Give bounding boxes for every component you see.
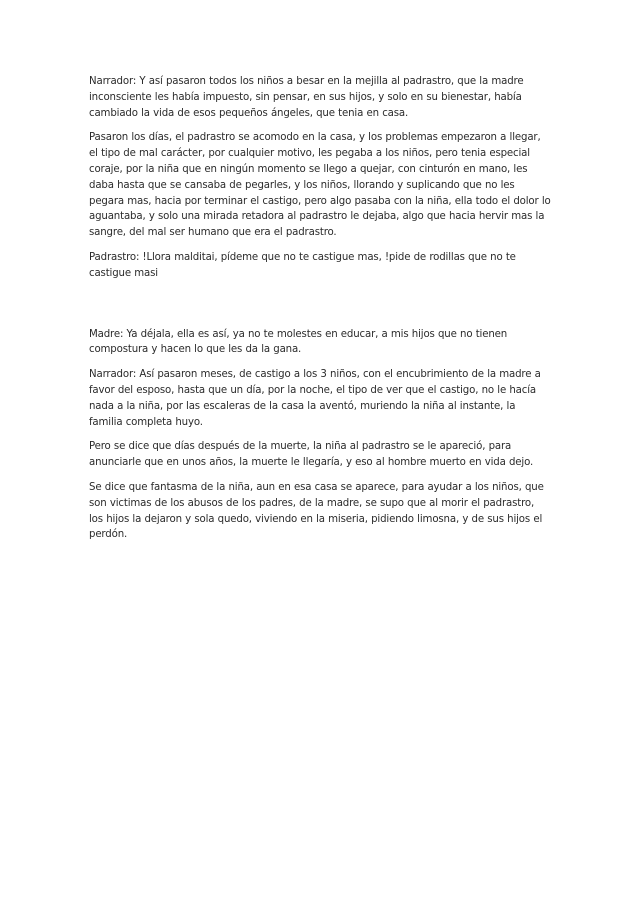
paragraph-mother-line: Madre: Ya déjala, ella es así, ya no te molestes en educar, a mis hijos que no tienen compostura y hacen lo que les da la gana. [89,328,508,356]
blank-space [89,291,551,327]
paragraph-ghost-ending: Se dice que fantasma de la niña, aun en esa casa se aparece, para ayudar a los niños, que son victimas de los abusos de los padres, de la madre, se supo que al morir el padrastro, los hijos la dejaron y sola quedo, viviendo en la miseria, pidiendo limosna, y de sus hijos el perdón. [89,481,544,541]
paragraph-abuse-description: Pasaron los días, el padrastro se acomodo en la casa, y los problemas empezaron a llegar, el tipo de mal carácter, por cualquier motivo, les pegaba a los niños, pero tenia especial coraje, por la niña que en ningún momento se llego a quejar, con cinturón en mano, les daba hasta que se cansaba de pegarles, y los niños, llorando y suplicando que no les pegara mas, hacia por terminar el castigo, pero algo pasaba con la niña, ella todo el dolor lo aguantaba, y solo una mirada retadora al padrastro le dejaba, algo que hacia hervir mas la sangre, del mal ser humano que era el padrastro. [89,132,551,239]
paragraph-narrator-intro: Narrador: Y así pasaron todos los niños a besar en la mejilla al padrastro, que la madre inconsciente les había impuesto, sin pensar, en sus hijos, y solo en su bienestar, había cambiado la vida de esos pequeños ángeles, que tenia en casa. [89,76,524,119]
paragraph-apparition: Pero se dice que días después de la muerte, la niña al padrastro se le apareció, para anunciarle que en unos años, la muerte le llegaría, y eso al hombre muerto en vida dejo. [89,441,534,469]
paragraph-stepfather-line: Padrastro: !Llora malditai, pídeme que no te castigue mas, !pide de rodillas que no te castigue masi [89,251,516,279]
paragraph-narrator-death: Narrador: Así pasaron meses, de castigo a los 3 niños, con el encubrimiento de la madre a favor del esposo, hasta que un día, por la noche, el tipo de ver que el castigo, no le hacía nada a la niña, por las escaleras de la casa la aventó, muriendo la niña al instante, la familia completa huyo. [89,369,541,428]
document-body [89,74,551,552]
